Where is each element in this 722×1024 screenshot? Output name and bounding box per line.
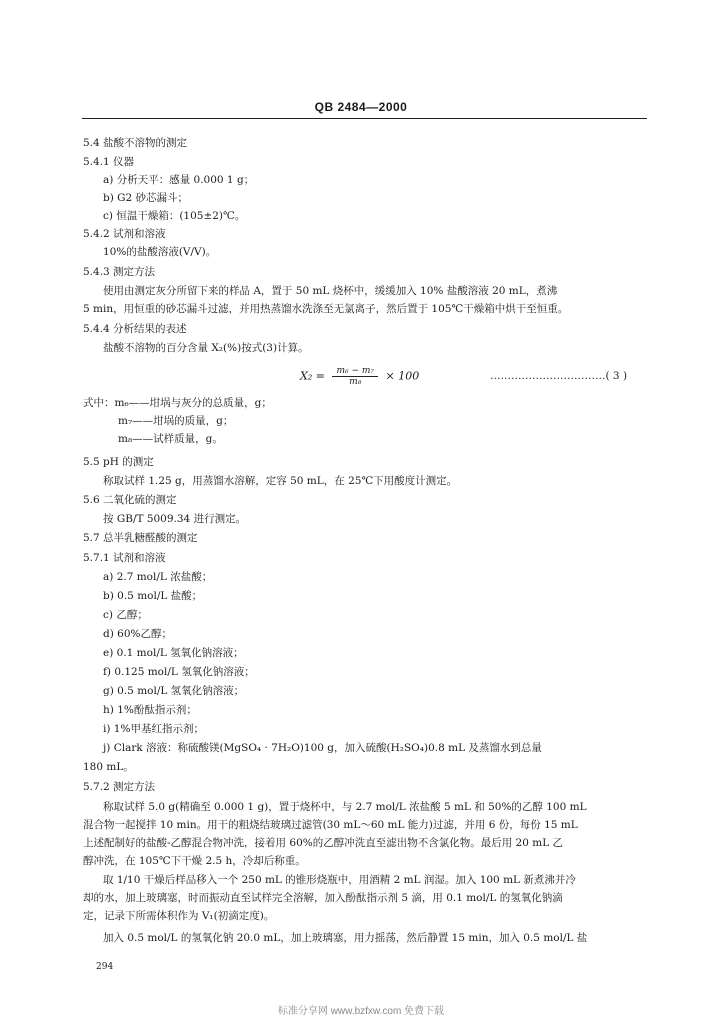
text-line: 180 mL。: [83, 761, 134, 773]
text-line: 5.4.3 测定方法: [83, 266, 156, 278]
text-line: 使用由测定灰分所留下来的样品 A，置于 50 mL 烧杯中，缓缓加入 10% 盐酸溶液 20 mL，煮沸: [103, 285, 558, 297]
text-line: m₈——试样质量，g。: [118, 433, 223, 445]
text-line: 醇冲洗，在 105℃下干燥 2.5 h，冷却后称重。: [83, 855, 306, 867]
text-line: 5.4.2 试剂和溶液: [83, 228, 166, 240]
text-line: 上述配制好的盐酸-乙醇混合物冲洗，接着用 60%的乙醇冲洗直至滤出物不含氯化物。最后用 20 mL 乙: [83, 837, 564, 849]
text-line: 称取试样 5.0 g(精确至 0.000 1 g)，置于烧杯中，与 2.7 mol/L 浓盐酸 5 mL 和 50%的乙醇 100 mL: [103, 801, 587, 813]
text-line: a) 2.7 mol/L 浓盐酸；: [103, 571, 213, 583]
text-line: h) 1%酚酞指示剂；: [103, 704, 197, 716]
text-line: 混合物一起搅拌 10 min。用干的粗烧结玻璃过滤管(30 mL～60 mL 能力)过滤，并用 6 份，每份 15 mL: [83, 819, 578, 831]
standard-header: QB 2484—2000: [314, 100, 408, 114]
text-line: f) 0.125 mol/L 氢氧化钠溶液；: [103, 666, 255, 678]
formula-rhs: × 100: [385, 369, 420, 383]
text-line: 却的水，加上玻璃塞，时而振动直至试样完全溶解，加入酚酞指示剂 5 滴，用 0.1 mol/L 的氢氧化钠滴: [83, 892, 563, 904]
text-line: b) G2 砂芯漏斗；: [103, 192, 189, 204]
text-line: b) 0.5 mol/L 盐酸；: [103, 590, 203, 602]
text-line: c) 恒温干燥箱：(105±2)℃。: [103, 210, 246, 222]
text-line: 10%的盐酸溶液(V/V)。: [103, 246, 217, 258]
text-line: 5.4 盐酸不溶物的测定: [83, 137, 188, 149]
text-line: c) 乙醇；: [103, 609, 148, 621]
text-line: 加入 0.5 mol/L 的氢氧化钠 20.0 mL，加上玻璃塞，用力摇荡，然后静置 15 min，加入 0.5 mol/L 盐: [103, 932, 588, 944]
text-line: 5 min，用恒重的砂芯漏斗过滤，并用热蒸馏水洗涤至无氯离子，然后置于 105℃干燥箱中烘干至恒重。: [83, 303, 569, 315]
text-line: 5.7.1 试剂和溶液: [83, 552, 166, 564]
text-line: 5.6 二氧化硫的测定: [83, 494, 177, 506]
text-line: g) 0.5 mol/L 氢氧化钠溶液；: [103, 685, 245, 697]
text-line: m₇——坩埚的质量，g；: [118, 415, 234, 427]
text-line: j) Clark 溶液：称硫酸镁(MgSO₄ · 7H₂O)100 g，加入硫酸(H₂SO₄)0.8 mL 及蒸馏水到总量: [103, 742, 542, 754]
text-line: 按 GB/T 5009.34 进行测定。: [103, 513, 247, 525]
page-number: 294: [96, 962, 114, 972]
text-line: i) 1%甲基红指示剂；: [103, 723, 204, 735]
text-line: 定，记录下所需体积作为 V₁(初滴定度)。: [83, 910, 275, 922]
watermark-footer: 标准分享网 www.bzfxw.com 免费下载: [277, 1006, 445, 1017]
formula-numerator: m₆ − m₇: [332, 366, 378, 377]
text-line: 盐酸不溶物的百分含量 X₂(%)按式(3)计算。: [103, 342, 309, 354]
text-line: 称取试样 1.25 g，用蒸馏水溶解，定容 50 mL，在 25℃下用酸度计测定。: [103, 475, 458, 487]
text-line: 5.7.2 测定方法: [83, 781, 156, 793]
formula-fraction: [332, 366, 378, 387]
text-line: e) 0.1 mol/L 氢氧化钠溶液；: [103, 647, 244, 659]
text-line: 取 1/10 干燥后样品移入一个 250 mL 的锥形烧瓶中，用酒精 2 mL 润湿。加入 100 mL 新煮沸并冷: [103, 874, 576, 886]
text-line: a) 分析天平：感量 0.000 1 g；: [103, 174, 255, 186]
text-line: 5.5 pH 的测定: [83, 456, 154, 468]
text-line: 5.4.4 分析结果的表述: [83, 323, 187, 335]
header-rule: [82, 118, 647, 119]
text-line: 5.7 总半乳糖醛酸的测定: [83, 532, 198, 544]
text-line: 5.4.1 仪器: [83, 156, 135, 168]
text-line: d) 60%乙醇；: [103, 628, 172, 640]
formula-lhs: X₂ =: [300, 369, 325, 383]
formula-denominator: m₈: [349, 377, 362, 387]
text-line: 式中：m₆——坩埚与灰分的总质量，g；: [83, 397, 272, 409]
equation-number: ……………………………( 3 ): [490, 370, 628, 382]
formula-3: [300, 366, 419, 387]
